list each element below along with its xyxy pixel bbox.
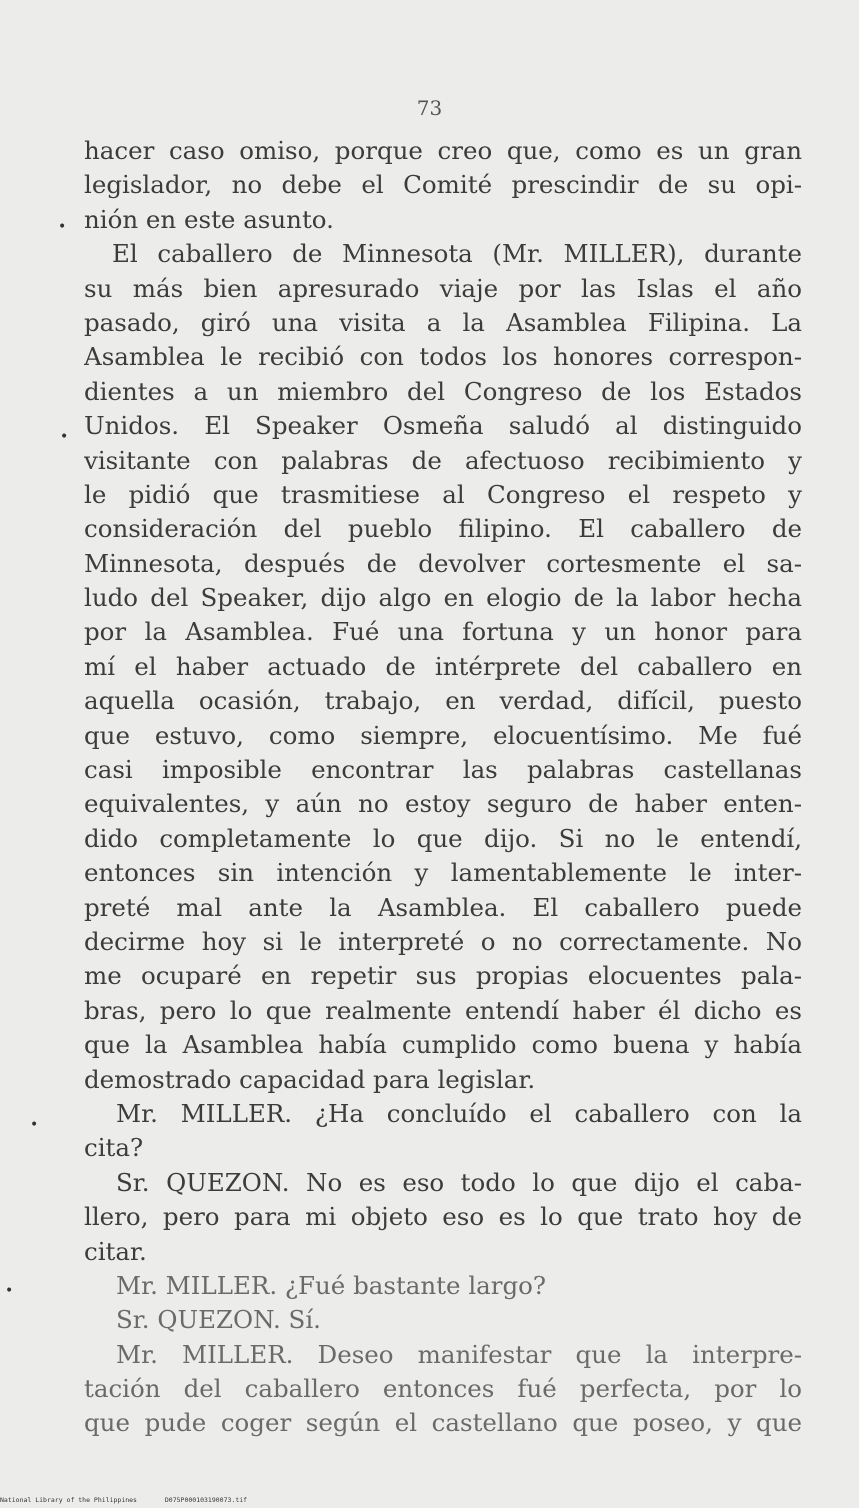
text-line: su más bien apresurado viaje por las Islas el año [84,273,802,303]
text-line: que la Asamblea había cumplido como buena y había [84,1030,802,1060]
text-line: Mr. MILLER. ¿Ha concluído el caballero con la [116,1098,802,1128]
text-line: citar. [84,1236,147,1266]
text-line: dientes a un miembro del Congreso de los Estados [84,376,802,406]
text-line: por la Asamblea. Fué una fortuna y un honor para [84,617,802,647]
text-line: Asamblea le recibió con todos los honores correspon- [84,342,802,372]
text-line: ludo del Speaker, dijo algo en elogio de la labor hecha [84,583,802,613]
text-line: Sr. QUEZON. No es eso todo lo que dijo el caba- [116,1167,802,1197]
text-line: Sr. QUEZON. Sí. [116,1305,321,1335]
text-line: demostrado capacidad para legislar. [84,1064,536,1094]
text-line: El caballero de Minnesota (Mr. MILLER), durante [112,239,802,269]
text-line: que pude coger según el castellano que poseo, y que [84,1408,802,1438]
scan-footer [0,1496,247,1504]
text-line: bras, pero lo que realmente entendí haber él dicho es [84,995,802,1025]
margin-mark: • [58,219,67,235]
margin-mark: • [5,1283,14,1299]
text-line: legislador, no debe el Comité prescindir de su opi- [84,170,802,200]
text-line: Unidos. El Speaker Osmeña saludó al distinguido [84,411,802,441]
text-line: aquella ocasión, trabajo, en verdad, difícil, puesto [84,686,802,716]
text-line: cita? [84,1133,144,1163]
margin-mark: • [60,429,69,445]
text-line: le pidió que trasmitiese al Congreso el respeto y [84,479,802,509]
text-line: Minnesota, después de devolver cortesmente el sa- [84,548,802,578]
page-number: 73 [416,96,443,120]
footer-file-id: D075P000103190073.tif [164,1496,248,1504]
text-line: consideración del pueblo filipino. El caballero de [84,514,802,544]
text-line: que estuvo, como siempre, elocuentísimo. Me fué [84,720,802,750]
text-line: nión en este asunto. [84,204,334,234]
text-line: tación del caballero entonces fué perfecta, por lo [84,1374,802,1404]
text-line: pasado, giró una visita a la Asamblea Filipina. La [84,307,802,337]
text-line: dido completamente lo que dijo. Si no le entendí, [84,823,802,853]
text-line: equivalentes, y aún no estoy seguro de haber enten- [84,789,802,819]
text-line: llero, pero para mi objeto eso es lo que trato hoy de [84,1202,802,1232]
body-text [84,134,802,1441]
footer-source: National Library of the Philippines [0,1496,137,1504]
text-line: mí el haber actuado de intérprete del caballero en [84,651,802,681]
margin-mark: • [30,1117,39,1133]
text-line: Mr. MILLER. Deseo manifestar que la interpre- [116,1339,802,1369]
text-line: Mr. MILLER. ¿Fué bastante largo? [116,1270,547,1300]
text-line: me ocuparé en repetir sus propias elocuentes pala- [84,961,802,991]
text-line: hacer caso omiso, porque creo que, como es un gran [84,136,802,165]
text-line: casi imposible encontrar las palabras castellanas [84,755,802,785]
text-line: preté mal ante la Asamblea. El caballero puede [84,892,802,922]
text-line: entonces sin intención y lamentablemente le inter- [84,858,802,888]
text-line: visitante con palabras de afectuoso recibimiento y [84,445,802,475]
text-line: decirme hoy si le interpreté o no correctamente. No [84,926,802,956]
